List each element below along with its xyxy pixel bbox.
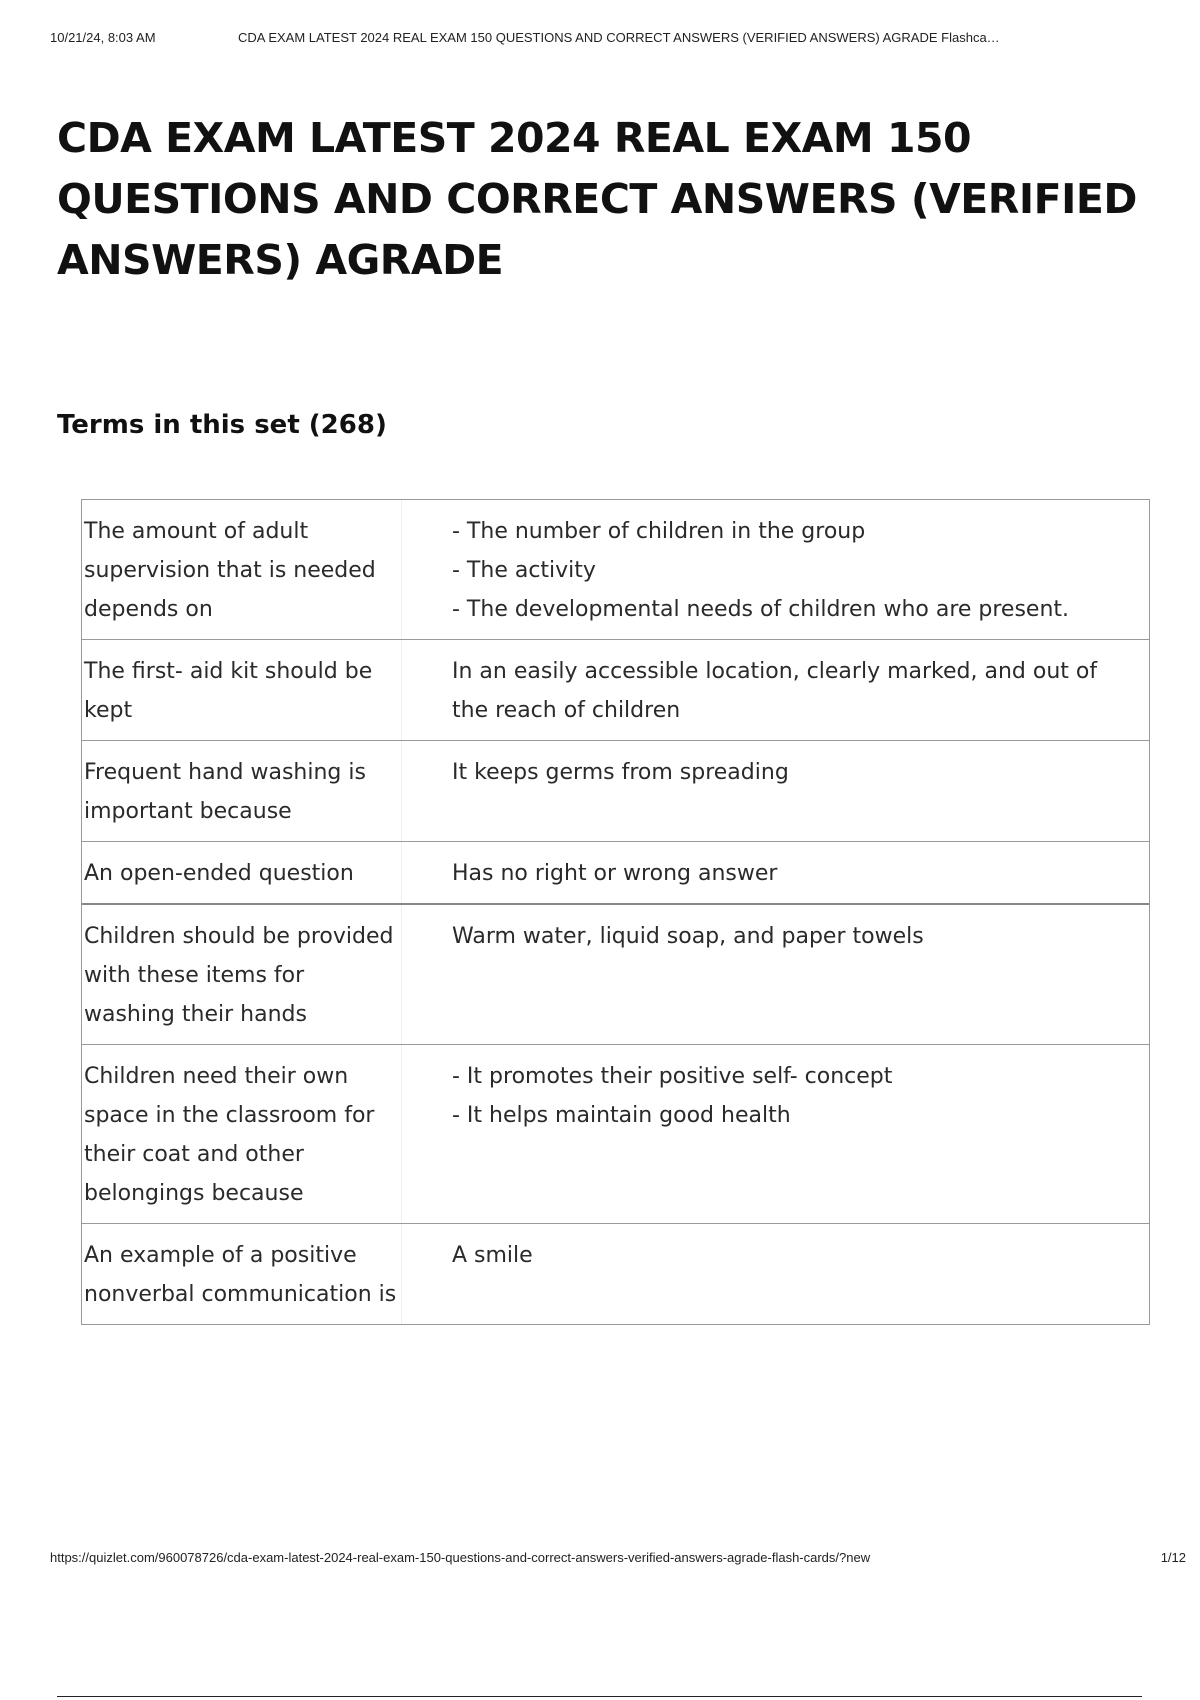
definition-text — [402, 1224, 1149, 1324]
definition-line: It keeps germs from spreading — [452, 760, 789, 785]
page-url: https://quizlet.com/960078726/cda-exam-latest-2024-real-exam-150-questions-and-correct-answers-verified-answers-agrade-flash-cards/?new — [50, 1550, 871, 1565]
definition-line: Has no right or wrong answer — [452, 861, 778, 886]
definition-line: - The developmental needs of children who are present. — [452, 597, 1070, 622]
definition-line: A smile — [452, 1243, 533, 1268]
print-header — [50, 30, 1180, 50]
definition-line: - It helps maintain good health — [452, 1103, 791, 1128]
definition-line: In an easily accessible location, clearly marked, and out of the reach of children — [452, 659, 1098, 723]
definition-text — [402, 640, 1149, 740]
definition-text — [402, 741, 1149, 841]
term-row — [82, 903, 1149, 1044]
term-text: An example of a positive nonverbal communication is — [82, 1224, 402, 1324]
definition-text — [402, 500, 1149, 639]
definition-line: - It promotes their positive self- concept — [452, 1064, 893, 1089]
definition-text — [402, 842, 1149, 903]
page-divider — [57, 1696, 1142, 1697]
term-row — [82, 639, 1149, 740]
term-row — [82, 740, 1149, 841]
definition-line: - The number of children in the group — [452, 519, 866, 544]
definition-line: Warm water, liquid soap, and paper towels — [452, 924, 924, 949]
term-text: Children should be provided with these items for washing their hands — [82, 905, 402, 1044]
term-row — [82, 1044, 1149, 1223]
terms-table — [81, 499, 1150, 1325]
term-text: The amount of adult supervision that is needed depends on — [82, 500, 402, 639]
definition-text — [402, 1045, 1149, 1223]
term-row — [82, 500, 1149, 639]
term-text: Children need their own space in the classroom for their coat and other belongings because — [82, 1045, 402, 1223]
print-header-title: CDA EXAM LATEST 2024 REAL EXAM 150 QUESTIONS AND CORRECT ANSWERS (VERIFIED ANSWERS) AGRADE Flashca… — [238, 30, 1000, 45]
term-text: The first- aid kit should be kept — [82, 640, 402, 740]
page-number: 1/12 — [1160, 1550, 1186, 1565]
print-date: 10/21/24, 8:03 AM — [50, 30, 156, 45]
definition-line: - The activity — [452, 558, 596, 583]
term-row — [82, 1223, 1149, 1324]
print-footer — [50, 1550, 1186, 1570]
term-text: Frequent hand washing is important because — [82, 741, 402, 841]
terms-heading: Terms in this set (268) — [57, 410, 387, 440]
term-text: An open-ended question — [82, 842, 402, 903]
definition-text — [402, 905, 1149, 1044]
page-title: CDA EXAM LATEST 2024 REAL EXAM 150 QUESTIONS AND CORRECT ANSWERS (VERIFIED ANSWERS) AGRADE — [57, 114, 1137, 284]
term-row — [82, 841, 1149, 903]
